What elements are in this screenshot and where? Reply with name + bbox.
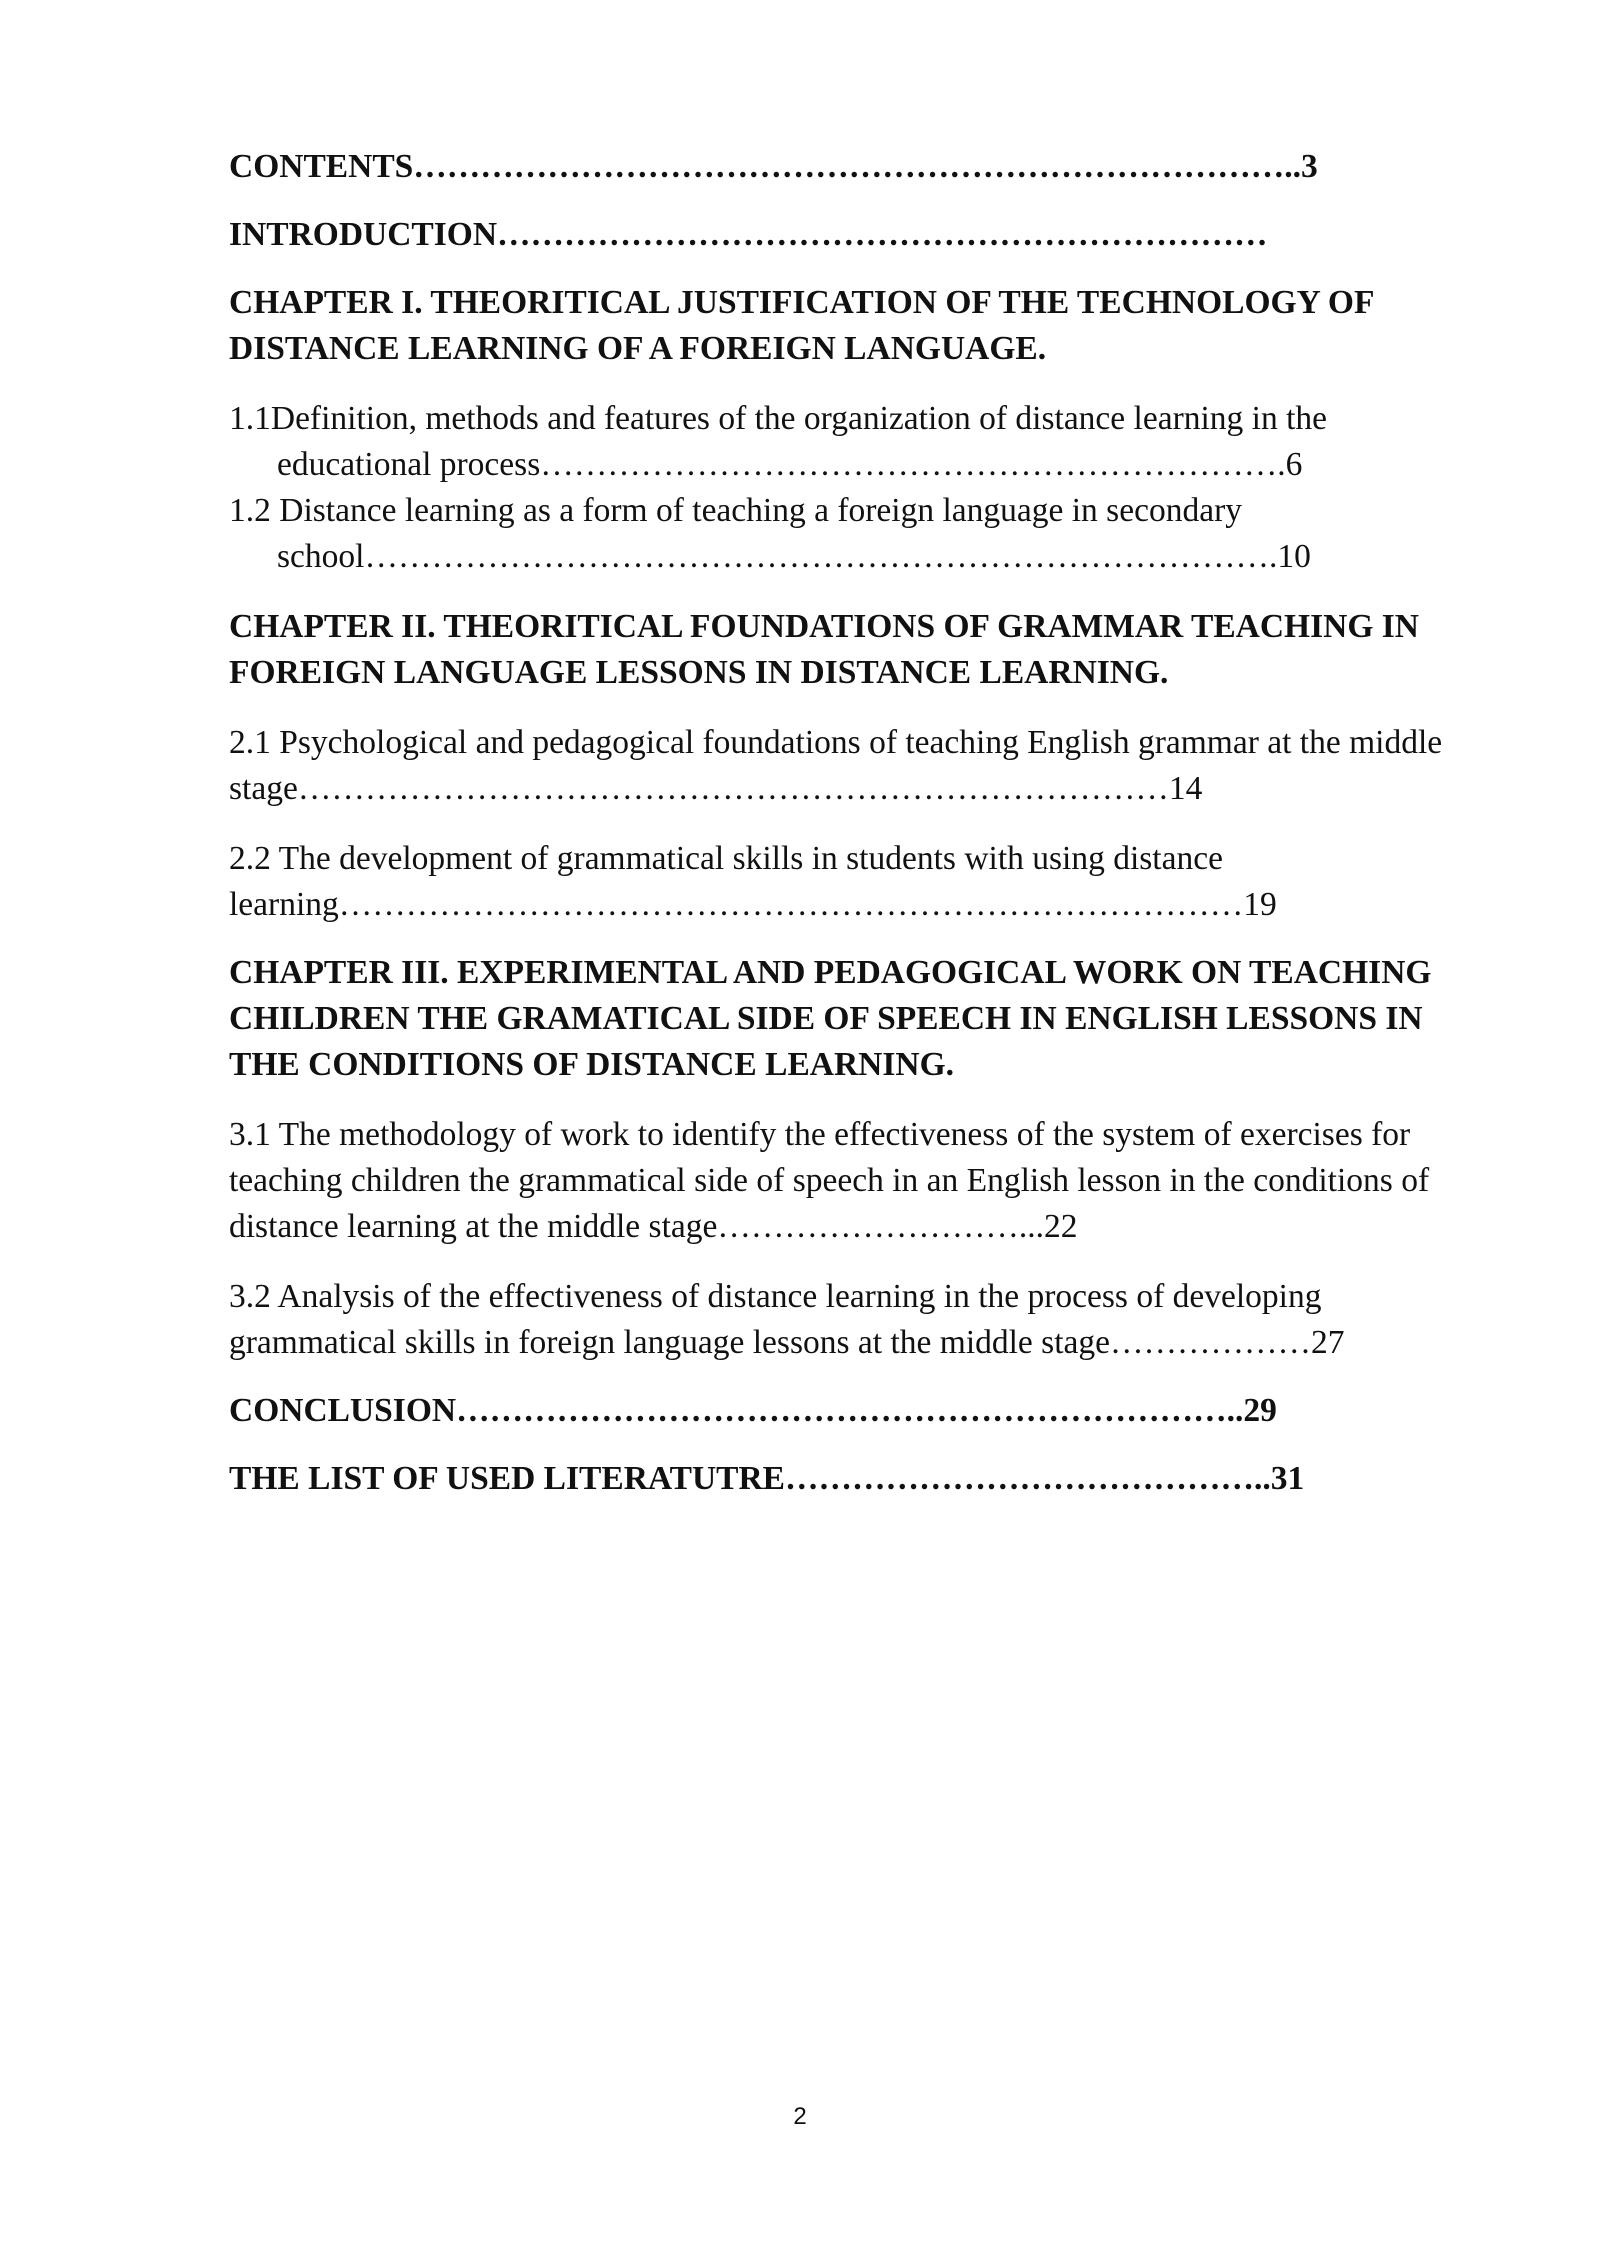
page-number: 2 — [793, 2103, 807, 2130]
toc-chapter-2-title: CHAPTER II. THEORITICAL FOUNDATIONS OF GRAMMAR TEACHING IN FOREIGN LANGUAGE LESSONS IN DISTANCE LEARNING. — [229, 608, 1420, 691]
toc-introduction: INTRODUCTION…………………………………………………………… — [229, 216, 1268, 253]
toc-item-2-2: 2.2 The development of grammatical skills in students with using distance learning………………………………………………………………………19 — [229, 840, 1277, 923]
toc-chapter-1-title: CHAPTER I. THEORITICAL JUSTIFICATION OF THE TECHNOLOGY OF DISTANCE LEARNING OF A FOREIGN LANGUAGE. — [229, 284, 1374, 367]
toc-item-2-1: 2.1 Psychological and pedagogical foundations of teaching English grammar at the middle stage……………………………………………………………………14 — [229, 724, 1443, 807]
toc-chapter-3-title: CHAPTER III. EXPERIMENTAL AND PEDAGOGICAL WORK ON TEACHING CHILDREN THE GRAMATICAL SIDE OF SPEECH IN ENGLISH LESSONS IN THE CONDITIONS OF DISTANCE LEARNING. — [229, 954, 1432, 1083]
toc-item-3-2: 3.2 Analysis of the effectiveness of distance learning in the process of developing grammatical skills in foreign language lessons at the middle stage………………27 — [229, 1278, 1345, 1361]
table-of-contents — [229, 144, 1481, 1502]
toc-item-3-1: 3.1 The methodology of work to identify the effectiveness of the system of exercises for teaching children the grammatical side of speech in an English lesson in the conditions of distance learning at the middle stage………………………...22 — [229, 1116, 1430, 1245]
toc-item-1-2: 1.2 Distance learning as a form of teaching a foreign language in secondary school……………………………………………………………………….10 — [229, 492, 1311, 575]
toc-literature: THE LIST OF USED LITERATUTRE……………………………………..31 — [229, 1460, 1305, 1497]
toc-contents: CONTENTS……………………………………………………………………..3 — [229, 148, 1318, 185]
toc-item-1-1: 1.1Definition, methods and features of the organization of distance learning in the educational process………………………………………………………….6 — [229, 400, 1328, 483]
toc-conclusion: CONCLUSION……………………………………………………………..29 — [229, 1392, 1277, 1429]
